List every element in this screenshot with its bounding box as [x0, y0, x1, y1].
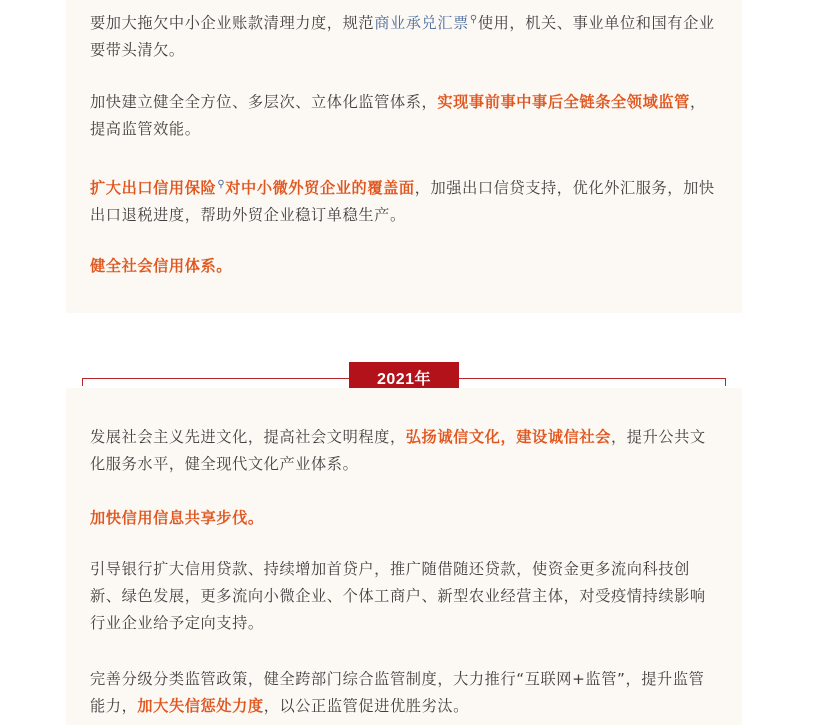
paragraph-credit-info-sharing	[90, 505, 720, 532]
paragraph-graded-supervision	[90, 666, 720, 720]
paragraph-text: 发展社会主义先进文化，提高社会文明程度，	[90, 428, 406, 446]
paragraph-supervision-system	[90, 89, 720, 143]
paragraph-text: ，提升公共文化服务水平，健全现代文化产业体系。	[90, 428, 706, 473]
highlight-text: 加快信用信息共享步伐。	[90, 509, 264, 527]
paragraph-credit-system	[90, 253, 720, 280]
highlight-text: 对中小微外贸企业的覆盖面	[225, 179, 415, 198]
paragraph-text: ，加强出口信贷支持，优化外汇服务，加快出口退税进度，帮助外贸企业稳订单稳生产。	[90, 179, 715, 225]
paragraph-arrears-clearing	[90, 6, 720, 64]
paragraph-export-credit	[90, 171, 720, 229]
highlight-text: 加大失信惩处力度	[137, 697, 264, 715]
commercial-acceptance-bill-link[interactable]: 商业承兑汇票	[374, 14, 469, 33]
paragraph-text: 加快建立健全全方位、多层次、立体化监管体系，	[90, 93, 438, 111]
highlight-text: 健全社会信用体系。	[90, 257, 233, 275]
paragraph-text: ，提高监管效能。	[90, 93, 706, 138]
year-badge: 2021年	[349, 362, 459, 398]
paragraph-text: 要加大拖欠中小企业账款清理力度，规范	[90, 14, 375, 33]
paragraph-text: ，以公正监管促进优胜劣汰。	[263, 697, 469, 715]
paragraph-integrity-culture	[90, 424, 720, 478]
highlight-text: 弘扬诚信文化，建设诚信社会	[405, 428, 611, 446]
policy-card-bottom	[66, 388, 742, 725]
highlight-text: 实现事前事中事后全链条全领域监管	[437, 93, 690, 111]
paragraph-bank-credit-loans	[90, 556, 720, 637]
export-credit-insurance-link[interactable]: 扩大出口信用保险	[90, 179, 217, 198]
policy-card-top	[66, 0, 742, 313]
paragraph-text: 使用，机关、事业单位和国有企业要带头清欠。	[90, 14, 715, 60]
search-icon[interactable]: ⚲	[217, 179, 226, 190]
paragraph-text: 引导银行扩大信用贷款、持续增加首贷户，推广随借随还贷款，使资金更多流向科技创新、绿色发展，更多流向小微企业、个体工商户、新型农业经营主体，对受疫情持续影响行业企业给予定向支持。	[90, 560, 706, 632]
paragraph-text: 完善分级分类监管政策，健全跨部门综合监管制度，大力推行“互联网+监管”，提升监管能力，	[90, 670, 705, 715]
search-icon[interactable]: ⚲	[469, 14, 478, 25]
